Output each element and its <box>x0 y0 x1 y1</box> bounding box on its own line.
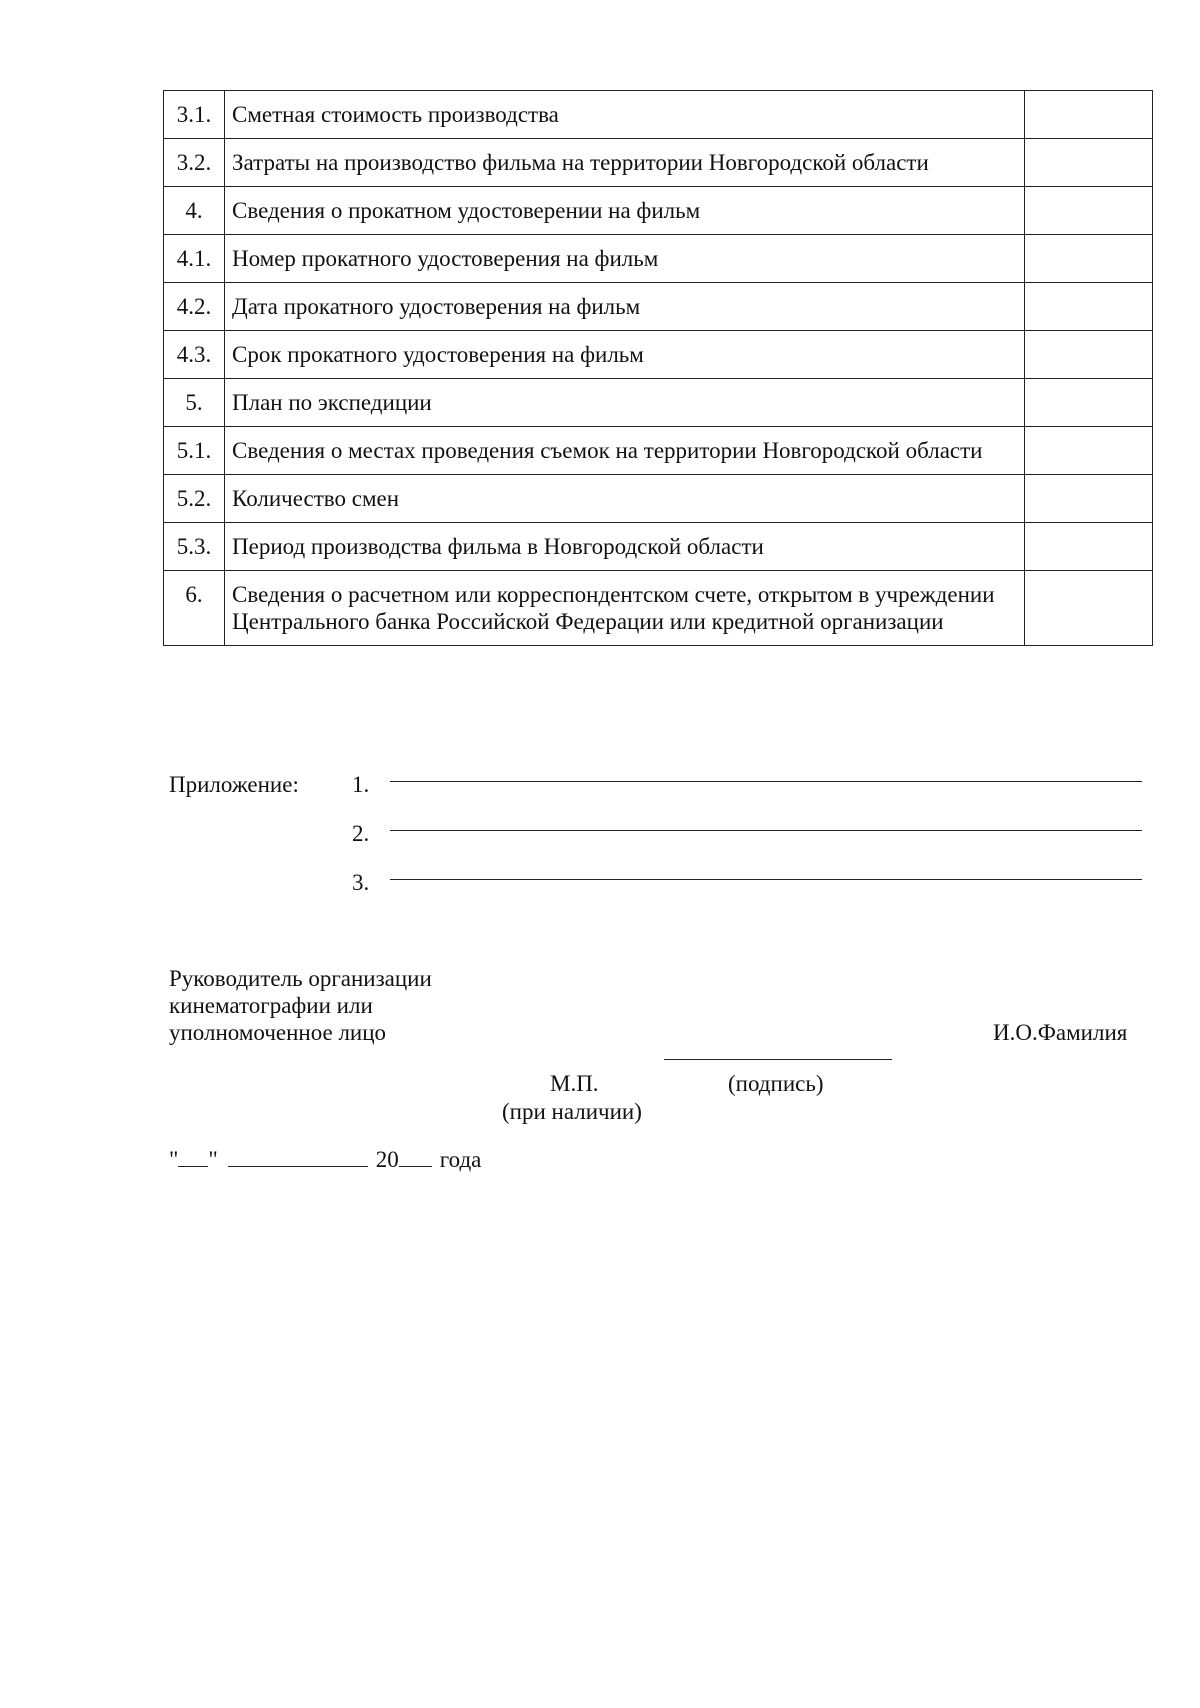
row-value-cell[interactable] <box>1025 379 1153 427</box>
row-number: 4.3. <box>164 331 225 379</box>
head-label-line: кинематографии или <box>169 993 373 1018</box>
row-number: 3.1. <box>164 91 225 139</box>
attachment-line-2[interactable] <box>390 830 1142 831</box>
row-value-cell[interactable] <box>1025 523 1153 571</box>
head-of-organization-label <box>169 965 432 1046</box>
row-number: 3.2. <box>164 139 225 187</box>
row-label: Сведения о расчетном или корреспондентском счете, открытом в учреждении Центрального банка Российской Федерации или кредитной организации <box>225 571 1025 646</box>
head-label-line: уполномоченное лицо <box>169 1020 387 1045</box>
row-label: Сведения о прокатном удостоверении на фильм <box>225 187 1025 235</box>
signature-line[interactable] <box>664 1059 892 1060</box>
date-close-quote: " <box>208 1147 218 1172</box>
attachment-number: 3. <box>352 870 370 895</box>
row-number: 5.2. <box>164 475 225 523</box>
table-row <box>164 187 1153 235</box>
row-value-cell[interactable] <box>1025 187 1153 235</box>
table-row <box>164 379 1153 427</box>
row-value-cell[interactable] <box>1025 571 1153 646</box>
row-label: Сметная стоимость производства <box>225 91 1025 139</box>
row-label: Период производства фильма в Новгородской области <box>225 523 1025 571</box>
head-label-line: Руководитель организации <box>169 966 432 991</box>
attachment-line-3[interactable] <box>390 879 1142 880</box>
row-label: Затраты на производство фильма на территории Новгородской области <box>225 139 1025 187</box>
row-label: Дата прокатного удостоверения на фильм <box>225 283 1025 331</box>
table-row <box>164 427 1153 475</box>
row-value-cell[interactable] <box>1025 283 1153 331</box>
row-value-cell[interactable] <box>1025 331 1153 379</box>
info-table <box>163 90 1153 646</box>
attachments-title: Приложение: <box>169 772 299 797</box>
row-label: Номер прокатного удостоверения на фильм <box>225 235 1025 283</box>
row-value-cell[interactable] <box>1025 235 1153 283</box>
row-value-cell[interactable] <box>1025 475 1153 523</box>
row-value-cell[interactable] <box>1025 91 1153 139</box>
row-label: План по экспедиции <box>225 379 1025 427</box>
date-century: 20 <box>375 1147 399 1172</box>
row-value-cell[interactable] <box>1025 427 1153 475</box>
attachment-number: 2. <box>352 821 370 846</box>
row-label: Количество смен <box>225 475 1025 523</box>
table-row <box>164 331 1153 379</box>
table-row <box>164 235 1153 283</box>
row-number: 4.1. <box>164 235 225 283</box>
stamp-label: М.П. <box>550 1071 599 1096</box>
table-row <box>164 91 1153 139</box>
table-row <box>164 571 1153 646</box>
row-value-cell[interactable] <box>1025 139 1153 187</box>
table-row <box>164 523 1153 571</box>
date-suffix: года <box>439 1147 482 1172</box>
row-label: Срок прокатного удостоверения на фильм <box>225 331 1025 379</box>
attachment-line-1[interactable] <box>390 781 1142 782</box>
date-day-blank[interactable] <box>178 1147 208 1167</box>
table-row <box>164 283 1153 331</box>
row-number: 6. <box>164 571 225 646</box>
signature-caption: (подпись) <box>728 1071 824 1096</box>
attachment-number: 1. <box>352 772 370 797</box>
row-number: 5.1. <box>164 427 225 475</box>
row-number: 4. <box>164 187 225 235</box>
row-label: Сведения о местах проведения съемок на территории Новгородской области <box>225 427 1025 475</box>
table-row <box>164 475 1153 523</box>
row-number: 5. <box>164 379 225 427</box>
date-row <box>169 1147 481 1173</box>
full-name-label: И.О.Фамилия <box>993 1020 1128 1045</box>
row-number: 4.2. <box>164 283 225 331</box>
row-number: 5.3. <box>164 523 225 571</box>
date-open-quote: " <box>169 1147 179 1172</box>
stamp-note: (при наличии) <box>502 1099 642 1124</box>
table-row <box>164 139 1153 187</box>
date-month-blank[interactable] <box>228 1147 368 1167</box>
date-year-blank[interactable] <box>399 1147 432 1167</box>
